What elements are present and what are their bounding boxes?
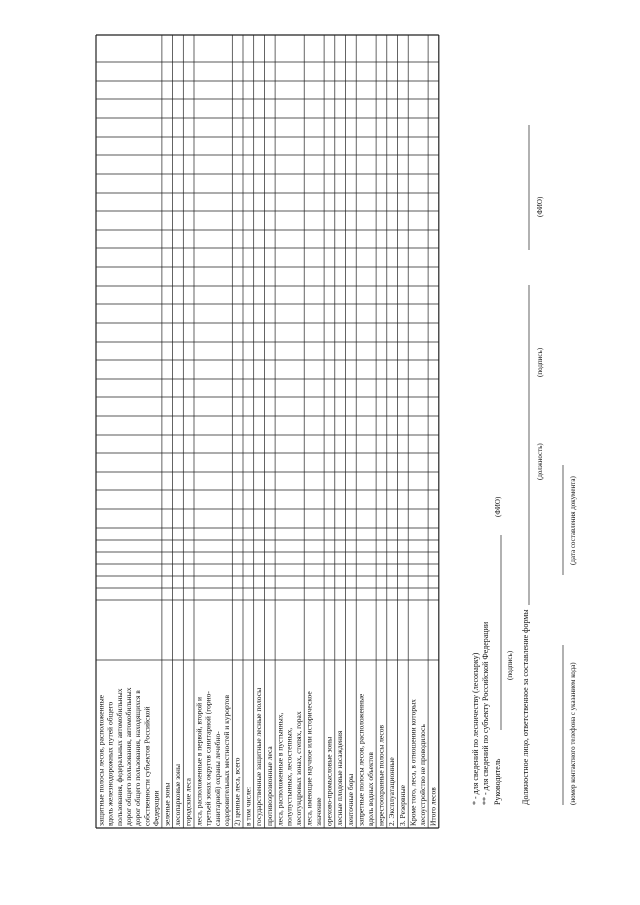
row-label-line: пользования, федеральных автомобильных <box>114 688 124 826</box>
row-label-line: оздоровительных местностей и курортов <box>222 694 231 826</box>
row-label-line: 3. Резервные <box>397 785 407 826</box>
row-label-line: дорог общего пользования, автомобильных <box>124 687 133 826</box>
date-caption: (дата составления документа) <box>569 476 577 565</box>
row-label-line: лесоустройство не проводилось <box>417 724 427 826</box>
row-label-line: в том числе: <box>243 786 253 826</box>
row-label-line: дорог общего пользования, находящихся в <box>133 690 143 826</box>
head-label: Руководитель <box>493 758 502 805</box>
official-label: Должностное лицо, ответственное за составление формы <box>521 609 530 805</box>
row-label-line: лесотундровых зонах, степях, горах <box>293 711 303 826</box>
official-fio-caption: (ФИО) <box>536 196 544 217</box>
row-label-line: 2) ценные леса, всего <box>232 757 242 826</box>
official-position-caption: (должность) <box>536 443 544 480</box>
row-label-line: зеленые зоны <box>162 782 172 826</box>
row-label-line: ленточные боры <box>345 773 355 826</box>
row-label-line: Кроме того, леса, в отношении которых <box>408 699 418 826</box>
row-label-line: городские леса <box>183 778 193 826</box>
head-fio-caption: (ФИО) <box>494 496 502 517</box>
row-label-line: леса, расположенные в первой, второй и <box>194 696 204 826</box>
row-label-line: санитарной) охраны лечебно- <box>212 731 222 826</box>
row-label-line: 2. Эксплуатационные <box>387 757 397 826</box>
phone-caption: (номер контактного телефона с указанием кода) <box>569 662 577 805</box>
head-signature-caption: (подпись) <box>506 650 514 680</box>
row-label-line: Итого лесов <box>428 787 438 826</box>
footer-section <box>471 125 577 805</box>
row-label-line: государственные защитные лесные полосы <box>254 687 264 826</box>
row-label-line: вдоль железнодорожных путей общего <box>105 701 115 826</box>
footnote-subject: ** - для сведений по субъекту Российской Федерации <box>481 621 490 805</box>
official-signature-caption: (подпись) <box>536 347 544 377</box>
footnote-forestry: * - для сведений по лесничеству (лесопарку) <box>471 652 480 805</box>
row-label-line: леса, имеющие научное или историческое <box>304 691 314 826</box>
row-label-line: защитные полосы лесов, расположенные <box>96 694 106 826</box>
row-label-line: собственности субъектов Российской <box>142 706 152 826</box>
row-label-line: нерестоохранные полосы лесов <box>376 725 386 826</box>
table-row-labels <box>96 687 437 826</box>
row-label-line: третьей зонах округов санитарной (горно- <box>203 691 213 826</box>
row-label-line: лесные плодовые насаждения <box>335 730 345 826</box>
row-label-line: полупустынных, лесостепных, <box>284 727 294 826</box>
row-label-line: лесопарковые зоны <box>173 764 182 826</box>
row-label-line: значение <box>313 797 323 826</box>
row-label-line: вдоль водных объектов <box>365 752 375 826</box>
row-label-line: запретные полосы лесов, расположенные <box>356 693 366 826</box>
row-label-line: Федерации <box>151 790 161 826</box>
row-label-line: леса, расположенные в пустынных, <box>275 712 285 826</box>
row-label-line: орехово-промысловые зоны <box>324 736 334 826</box>
row-label-line: противоэрозионные леса <box>264 746 274 826</box>
